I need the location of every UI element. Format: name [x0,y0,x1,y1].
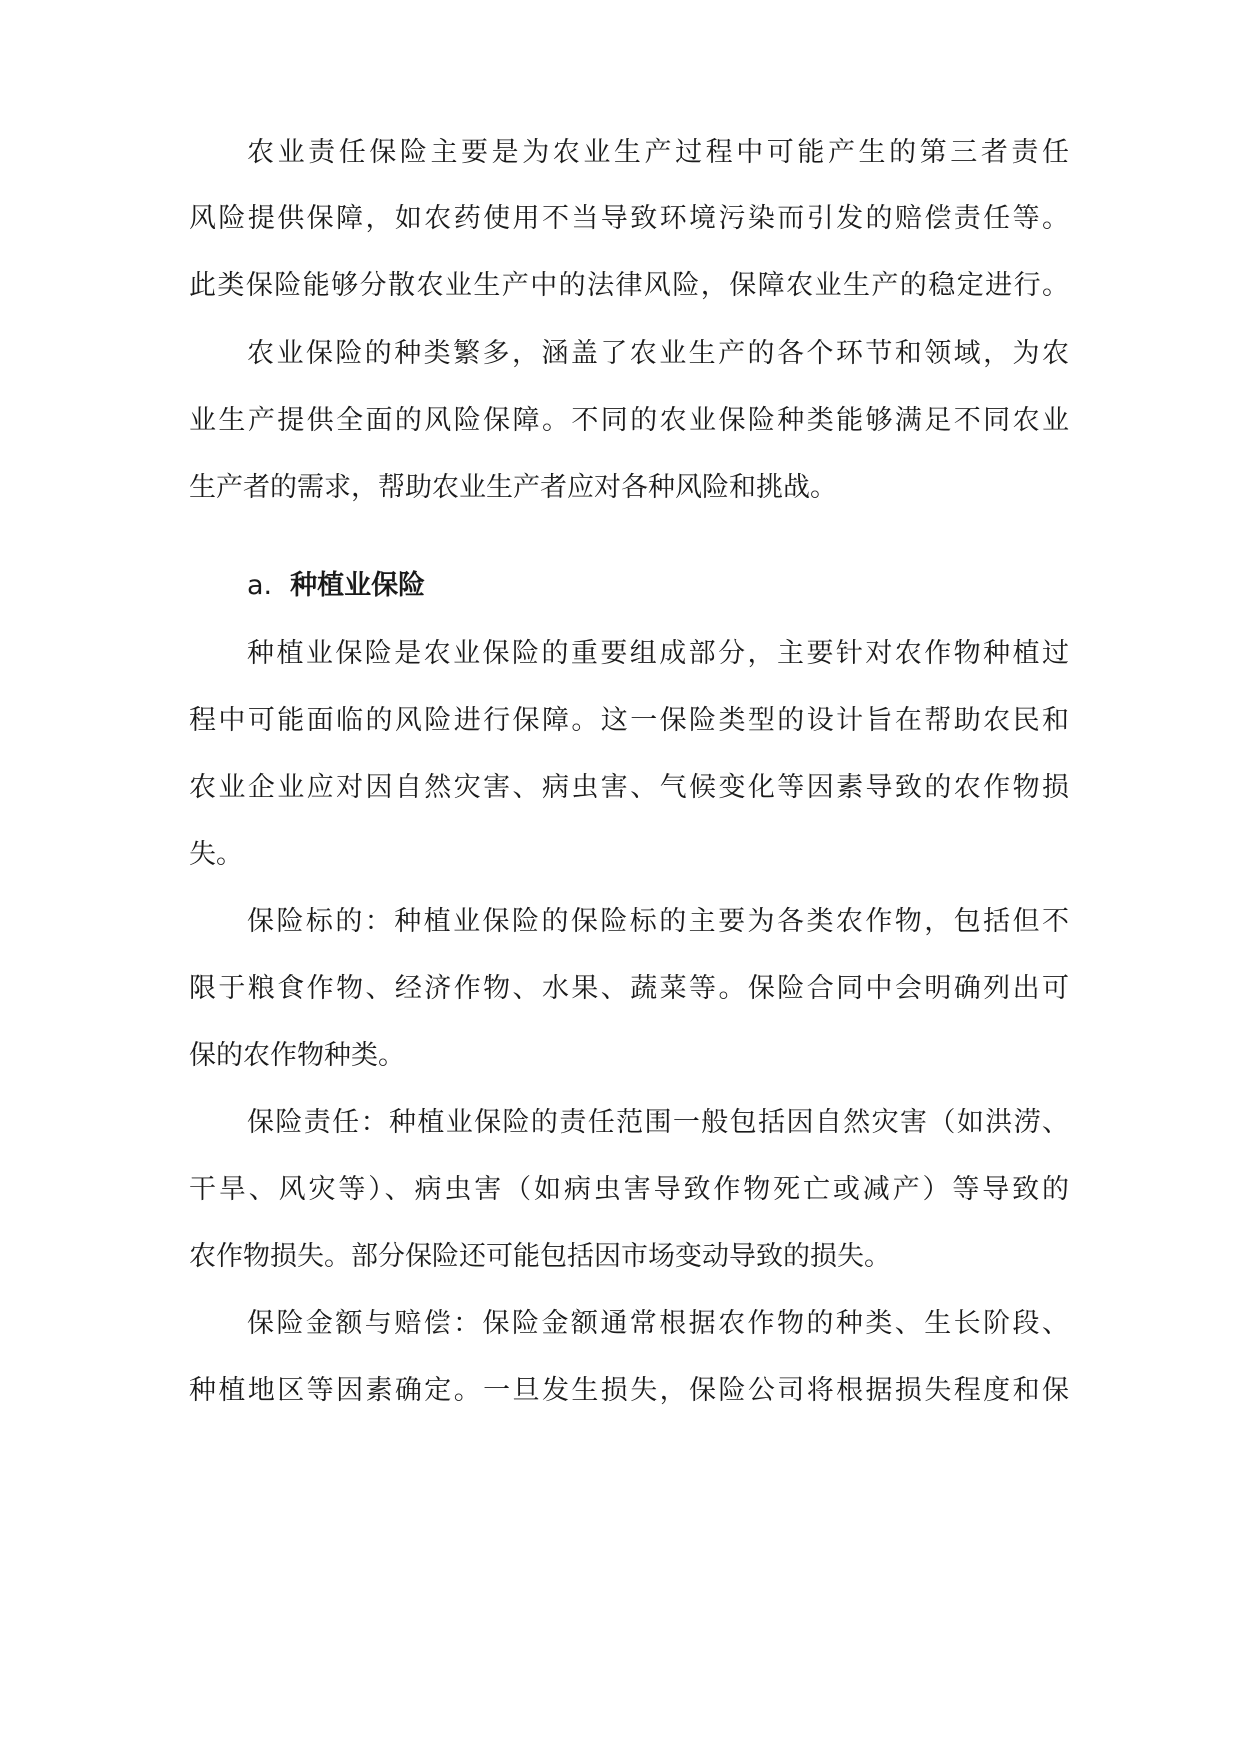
paragraph-5-line-3: 农作物损失。部分保险还可能包括因市场变动导致的损失。 [189,1241,891,1272]
paragraph-5-line-1: 保险责任：种植业保险的责任范围一般包括因自然灾害（如洪涝、 [247,1107,1069,1138]
paragraph-4-line-2: 限于粮食作物、经济作物、水果、蔬菜等。保险合同中会明确列出可 [189,973,1069,1004]
paragraph-6-line-2: 种植地区等因素确定。一旦发生损失，保险公司将根据损失程度和保 [189,1375,1069,1406]
paragraph-2-line-1: 农业保险的种类繁多，涵盖了农业生产的各个环节和领域，为农 [247,338,1069,369]
paragraph-4-line-3: 保的农作物种类。 [189,1040,405,1071]
paragraph-3-line-4: 失。 [189,839,243,870]
heading-marker: a. [247,570,273,601]
heading-title: 种植业保险 [290,570,426,601]
paragraph-2-line-2: 业生产提供全面的风险保障。不同的农业保险种类能够满足不同农业 [189,405,1069,436]
paragraph-2-line-3: 生产者的需求，帮助农业生产者应对各种风险和挑战。 [189,472,837,503]
section-heading [247,566,425,606]
paragraph-6-line-1: 保险金额与赔偿：保险金额通常根据农作物的种类、生长阶段、 [247,1308,1069,1339]
paragraph-1-line-2: 风险提供保障，如农药使用不当导致环境污染而引发的赔偿责任等。 [189,203,1069,234]
paragraph-3-line-2: 程中可能面临的风险进行保障。这一保险类型的设计旨在帮助农民和 [189,705,1069,736]
paragraph-3-line-3: 农业企业应对因自然灾害、病虫害、气候变化等因素导致的农作物损 [189,772,1069,803]
paragraph-1-line-3: 此类保险能够分散农业生产中的法律风险，保障农业生产的稳定进行。 [189,270,1069,301]
paragraph-3-line-1: 种植业保险是农业保险的重要组成部分，主要针对农作物种植过 [247,638,1069,669]
paragraph-4-line-1: 保险标的：种植业保险的保险标的主要为各类农作物，包括但不 [247,906,1069,937]
paragraph-1-line-1: 农业责任保险主要是为农业生产过程中可能产生的第三者责任 [247,137,1069,168]
paragraph-5-line-2: 干旱、风灾等）、病虫害（如病虫害导致作物死亡或减产）等导致的 [189,1174,1069,1205]
